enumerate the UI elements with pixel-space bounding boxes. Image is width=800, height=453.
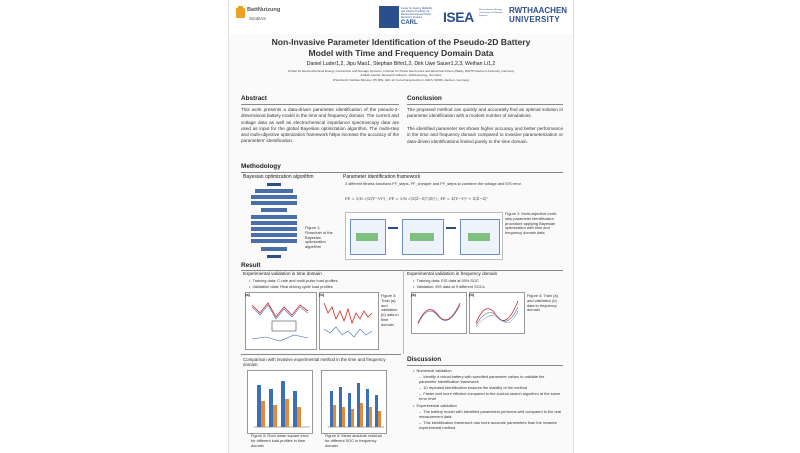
affiliations: 1Chair for Electrochemical Energy Conversion and Storage Systems, Institute for Power Electronics and Electrical Drives (ISEA), RWTH Aachen University, Germany 2Jülich Aachen Research Alliance, JARA-Energy, Germany 3Helmholtz Institute Münster (HI MS), IEK-12, Forschungszentrum Jülich, 52066, Aachen, Germany [287,69,515,82]
authors: Daniel Luder1,2, Jipu Mao1, Stephan Bihn1,2, Dirk Uwe Sauer1,2,3, Weihan Li1,2 [306,61,496,67]
fig6-caption: Figure 6: Mean absolute residual for different SOC in frequency domain [325,433,382,448]
conclusion-rule [407,104,563,105]
fig1-caption: Figure 1: Flowchart of the Bayesian optimization algorithm [305,225,333,250]
battnutzung-logo: BattNutzung SimBAS [235,6,287,28]
time-validation-title: Experimental validation in time domain [243,271,322,276]
framework-text: 3 different fitness functions FF_steps, FF_cheaper and FF_steps to combine the voltage and EIS error. [345,181,522,186]
num-bullet-2: – 10 repeated identification ensures the stability of the method [419,385,528,390]
num-bullet-3: – Faster and more efficient compared to the cuckoo search algorithm at the same error level [419,391,561,402]
abstract-heading: Abstract [241,95,267,102]
exp-bullet-1: – The battery model with identified parameters performs well compared to the real measurement data [419,409,562,420]
residual-bar-chart [321,370,387,434]
conclusion-heading: Conclusion [407,95,442,102]
carl-logo: Center for Ageing, Reliability and Lifetime Prediction of Electrochemical and Power Electronic Systems CARL [379,6,437,28]
bayes-flowchart [247,181,301,261]
poster [228,0,574,453]
rmse-bar-chart [247,370,313,434]
numerical-validation-title: • Numerical validation [413,368,452,373]
bayes-title: Bayesian optimization algorithm [243,174,314,180]
time-bullet-2: • Validation data: Real driving cycle load profiles [249,284,333,289]
methodology-heading: Methodology [241,163,281,170]
freq-validation-title: Experimental validation in frequency domain [407,271,498,276]
framework-title: Parameter identification framework [343,174,421,180]
fig2-caption: Figure 2: Multi-objective multi-step parameter identification procedure applying Bayesian optimization with time and frequency domain data [505,211,557,236]
abstract-rule [241,104,399,105]
num-bullet-1: – Identify a virtual battery with specified parameter values to validate the parameter identification framework [419,374,545,385]
fig3-caption: Figure 3: Train (a) and validation (b) data in time domain [381,293,399,327]
freq-bullet-1: • Training data: EIS data at 50% SOC [413,278,479,283]
conclusion-text-1: The proposed method can quickly and accurately find an optimal solution in parameter identification with a modest number of simulations. [407,107,563,119]
exp-bullet-2: – This identification framework has more accurate parameters than the invasive experimental method [419,420,557,431]
fitness-equations: FF = 1/N √(Σ(V̂−V)²) ; FF = 1/N √(Σ|Ẑ−Z|²/|Z|²) ; FF = Σ(V̂−V)² + Σ|Ẑ−Z|² [345,196,488,201]
methodology-rule [241,172,563,173]
experimental-validation-title: • Experimental validation [413,403,457,408]
result-divider [403,270,404,354]
time-validation-plot: (b) [319,292,379,350]
freq-validation-plot: (b) [469,292,525,334]
discussion-heading: Discussion [407,356,442,363]
isea-logo: ISEA Electrochemical Energy Conversion and Storage Systems [443,9,503,25]
fig5-caption: Figure 5: Root mean square error for different load profiles in time domain [251,433,309,448]
freq-bullet-2: • Validation: EIS data at 9 different SOCs [413,284,485,289]
compare-rule [241,354,401,355]
time-train-plot: (a) [245,292,317,350]
poster-header [229,0,573,34]
discussion-rule [407,365,563,366]
compare-title: Comparison with invasive experimental method in the time and frequency domain [243,357,386,368]
rwth-logo: RWTHAACHEN UNIVERSITY [509,6,568,24]
conclusion-text-2: The identified parameter set shows higher accuracy and better performance in the time and frequency domain compared to invasive parameterization or data-driven identifications limited purely to the time domain. [407,126,563,144]
time-bullet-1: • Training data: C-rate and multi-pulse load profiles [249,278,338,283]
freq-train-plot: (a) [411,292,467,334]
poster-title: Non-Invasive Parameter Identification of the Pseudo-2D Battery Model with Time and Frequency Domain Data [271,37,531,58]
result-heading: Result [241,262,261,269]
framework-diagram [345,212,503,260]
fig4-caption: Figure 4: Train (a) and validation (b) data in frequency domain [527,293,558,313]
abstract-text: This work presents a data-driven parameter identification of the pseudo-2-dimensional battery model in the time and frequency domain. The current and voltage data as well as electrochemical impedance spectroscopy data are used as input for the global Bayesian optimization algorithm. The multi-step and multi-objective optimization framework helps increase the accuracy of the parameters' identification. [241,107,399,144]
